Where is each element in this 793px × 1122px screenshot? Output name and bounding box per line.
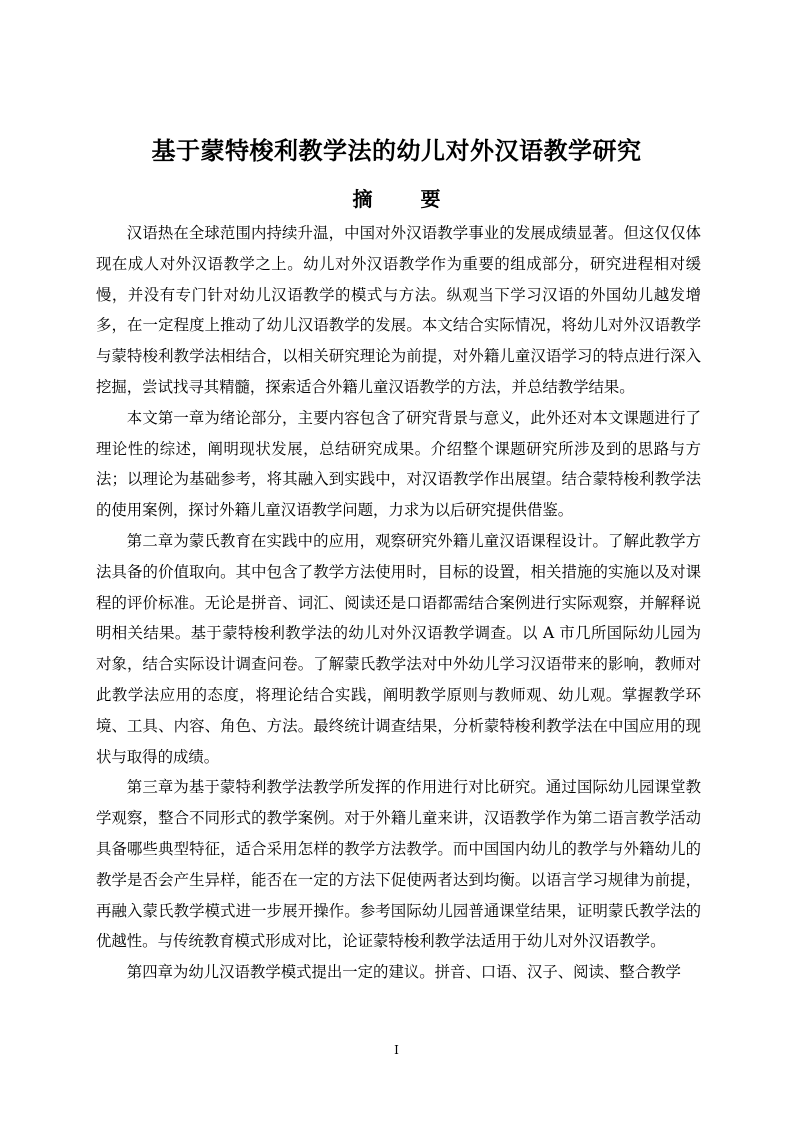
paper-title: 基于蒙特梭利教学法的幼儿对外汉语教学研究 [151, 137, 642, 165]
abstract-heading: 摘 要 [352, 187, 455, 211]
abstract-paragraph-4: 第三章为基于蒙特利教学法教学所发挥的作用进行对比研究。通过国际幼儿园课堂教学观察，整合不同形式的教学案例。对于外籍儿童来讲，汉语教学作为第二语言教学活动具备哪些典型特征，适合采用怎样的教学方法教学。而中国国内幼儿的教学与外籍幼儿的教学是否会产生异样，能否在一定的方法下促使两者达到均衡。以语言学习规律为前提，再融入蒙氏教学模式进一步展开操作。参考国际幼儿园普通课堂结果，证明蒙氏教学法的优越性。与传统教育模式形成对比，论证蒙特梭利教学法适用于幼儿对外汉语教学。 [96, 778, 701, 951]
page-number: I [394, 1043, 399, 1057]
abstract-paragraph-1: 汉语热在全球范围内持续升温，中国对外汉语教学事业的发展成绩显著。但这仅仅体现在成人对外汉语教学之上。幼儿对外汉语教学作为重要的组成部分，研究进程相对缓慢，并没有专门针对幼儿汉语教学的模式与方法。纵观当下学习汉语的外国幼儿越发增多，在一定程度上推动了幼儿汉语教学的发展。本文结合实际情况，将幼儿对外汉语教学与蒙特梭利教学法相结合，以相关研究理论为前提，对外籍儿童汉语学习的特点进行深入挖掘，尝试找寻其精髓，探索适合外籍儿童汉语教学的方法，并总结教学结果。 [96, 224, 701, 396]
abstract-paragraph-3: 第二章为蒙氏教育在实践中的应用，观察研究外籍儿童汉语课程设计。了解此教学方法具备的价值取向。其中包含了教学方法使用时，目标的设置，相关措施的实施以及对课程的评价标准。无论是拼音、词汇、阅读还是口语都需结合案例进行实际观察，并解释说明相关结果。基于蒙特梭利教学法的幼儿对外汉语教学调查。以 A 市几所国际幼儿园为对象，结合实际设计调查问卷。了解蒙氏教学法对中外幼儿学习汉语带来的影响，教师对此教学法应用的态度，将理论结合实践，阐明教学原则与教师观、幼儿观。掌握教学环境、工具、内容、角色、方法。最终统计调查结果，分析蒙特梭利教学法在中国应用的现状与取得的成绩。 [96, 531, 701, 766]
abstract-paragraph-5: 第四章为幼儿汉语教学模式提出一定的建议。拼音、口语、汉子、阅读、整合教学 [126, 963, 681, 982]
abstract-paragraph-2: 本文第一章为绪论部分，主要内容包含了研究背景与意义，此外还对本文课题进行了理论性的综述，阐明现状发展，总结研究成果。介绍整个课题研究所涉及到的思路与方法；以理论为基础参考，将其融入到实践中，对汉语教学作出展望。结合蒙特梭利教学法的使用案例，探讨外籍儿童汉语教学问题，力求为以后研究提供借鉴。 [96, 408, 701, 520]
abstract-body [96, 218, 701, 988]
